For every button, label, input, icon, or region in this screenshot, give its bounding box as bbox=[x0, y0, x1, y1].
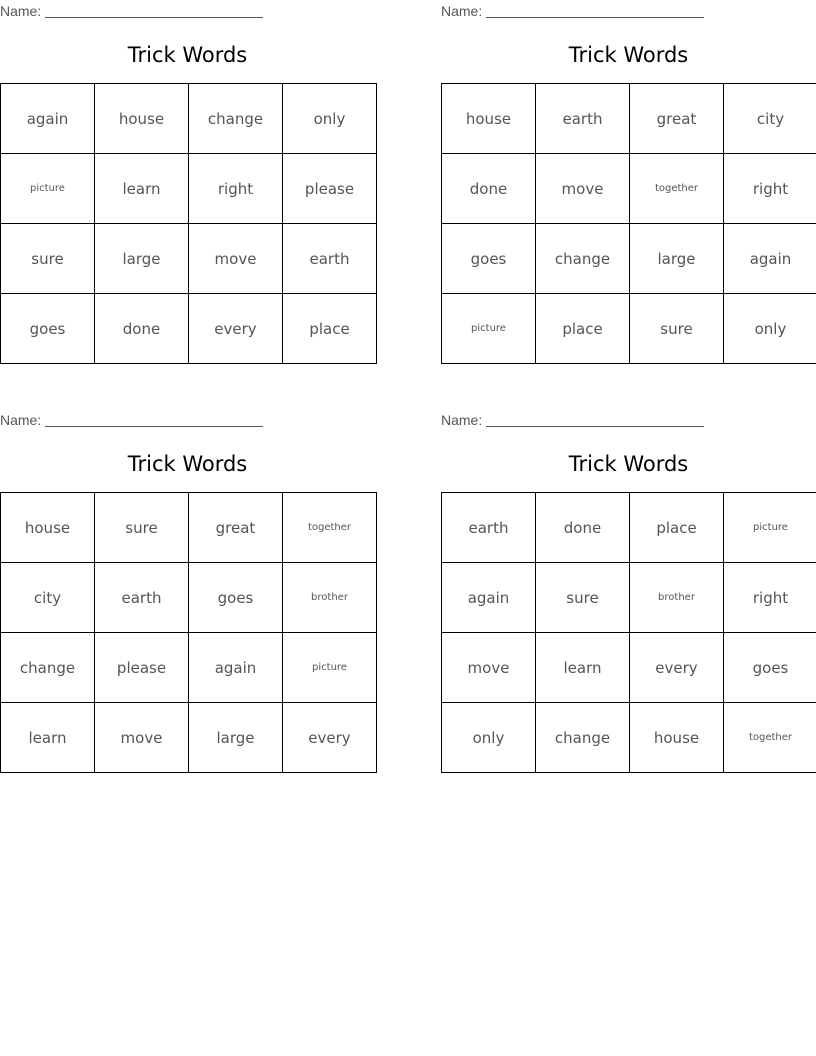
grid-row bbox=[442, 563, 816, 633]
name-line bbox=[45, 426, 263, 427]
word-grid bbox=[441, 492, 816, 773]
word-cell: earth bbox=[283, 224, 377, 294]
name-field bbox=[441, 2, 711, 20]
word-cell: learn bbox=[95, 154, 189, 224]
grid-row bbox=[1, 294, 377, 364]
word-cell: large bbox=[189, 703, 283, 773]
name-label: Name: bbox=[441, 412, 483, 428]
bingo-card bbox=[441, 409, 816, 774]
grid-row bbox=[442, 294, 816, 364]
word-cell: earth bbox=[95, 563, 189, 633]
word-cell: change bbox=[536, 703, 630, 773]
word-cell: only bbox=[442, 703, 536, 773]
word-cell: move bbox=[536, 154, 630, 224]
word-cell: house bbox=[442, 84, 536, 154]
word-grid bbox=[0, 492, 377, 773]
word-cell: again bbox=[189, 633, 283, 703]
word-cell: change bbox=[189, 84, 283, 154]
bingo-card bbox=[0, 0, 375, 365]
word-cell: great bbox=[630, 84, 724, 154]
name-field bbox=[0, 411, 270, 429]
word-cell: picture bbox=[442, 294, 536, 364]
word-grid bbox=[0, 83, 377, 364]
word-cell: move bbox=[95, 703, 189, 773]
word-cell: right bbox=[724, 154, 816, 224]
grid-row bbox=[442, 224, 816, 294]
bingo-card bbox=[0, 409, 375, 774]
word-cell: change bbox=[536, 224, 630, 294]
word-cell: large bbox=[630, 224, 724, 294]
bingo-card bbox=[441, 0, 816, 365]
name-line bbox=[45, 17, 263, 18]
word-cell: please bbox=[283, 154, 377, 224]
word-cell: every bbox=[283, 703, 377, 773]
word-cell: done bbox=[95, 294, 189, 364]
word-cell: house bbox=[1, 493, 95, 563]
grid-row bbox=[1, 493, 377, 563]
word-cell: place bbox=[283, 294, 377, 364]
word-cell: goes bbox=[724, 633, 816, 703]
word-cell: goes bbox=[1, 294, 95, 364]
word-cell: again bbox=[442, 563, 536, 633]
grid-row bbox=[1, 633, 377, 703]
card-title: Trick Words bbox=[568, 43, 689, 67]
word-cell: only bbox=[724, 294, 816, 364]
word-cell: place bbox=[630, 493, 724, 563]
word-cell: right bbox=[724, 563, 816, 633]
grid-row bbox=[1, 224, 377, 294]
word-cell: picture bbox=[1, 154, 95, 224]
word-cell: again bbox=[1, 84, 95, 154]
word-cell: picture bbox=[283, 633, 377, 703]
word-grid bbox=[441, 83, 816, 364]
word-cell: every bbox=[189, 294, 283, 364]
grid-row bbox=[1, 84, 377, 154]
word-cell: house bbox=[95, 84, 189, 154]
word-cell: change bbox=[1, 633, 95, 703]
word-cell: large bbox=[95, 224, 189, 294]
word-cell: great bbox=[189, 493, 283, 563]
word-cell: done bbox=[442, 154, 536, 224]
word-cell: move bbox=[442, 633, 536, 703]
word-cell: together bbox=[283, 493, 377, 563]
word-cell: city bbox=[1, 563, 95, 633]
word-cell: please bbox=[95, 633, 189, 703]
word-cell: again bbox=[724, 224, 816, 294]
word-cell: brother bbox=[283, 563, 377, 633]
word-cell: only bbox=[283, 84, 377, 154]
word-cell: goes bbox=[189, 563, 283, 633]
word-cell: move bbox=[189, 224, 283, 294]
word-cell: place bbox=[536, 294, 630, 364]
word-cell: goes bbox=[442, 224, 536, 294]
word-cell: together bbox=[724, 703, 816, 773]
card-title: Trick Words bbox=[127, 452, 248, 476]
word-cell: earth bbox=[536, 84, 630, 154]
word-cell: every bbox=[630, 633, 724, 703]
word-cell: sure bbox=[95, 493, 189, 563]
name-label: Name: bbox=[441, 3, 483, 19]
word-cell: house bbox=[630, 703, 724, 773]
word-cell: city bbox=[724, 84, 816, 154]
name-field bbox=[0, 2, 270, 20]
name-line bbox=[486, 17, 704, 18]
word-cell: done bbox=[536, 493, 630, 563]
word-cell: together bbox=[630, 154, 724, 224]
name-line bbox=[486, 426, 704, 427]
grid-row bbox=[1, 154, 377, 224]
word-cell: sure bbox=[1, 224, 95, 294]
name-label: Name: bbox=[0, 3, 42, 19]
name-field bbox=[441, 411, 711, 429]
word-cell: sure bbox=[630, 294, 724, 364]
grid-row bbox=[442, 703, 816, 773]
word-cell: brother bbox=[630, 563, 724, 633]
grid-row bbox=[442, 84, 816, 154]
word-cell: learn bbox=[536, 633, 630, 703]
word-cell: earth bbox=[442, 493, 536, 563]
name-label: Name: bbox=[0, 412, 42, 428]
grid-row bbox=[442, 154, 816, 224]
word-cell: learn bbox=[1, 703, 95, 773]
grid-row bbox=[442, 493, 816, 563]
grid-row bbox=[442, 633, 816, 703]
grid-row bbox=[1, 703, 377, 773]
card-title: Trick Words bbox=[127, 43, 248, 67]
word-cell: picture bbox=[724, 493, 816, 563]
card-title: Trick Words bbox=[568, 452, 689, 476]
grid-row bbox=[1, 563, 377, 633]
word-cell: right bbox=[189, 154, 283, 224]
word-cell: sure bbox=[536, 563, 630, 633]
